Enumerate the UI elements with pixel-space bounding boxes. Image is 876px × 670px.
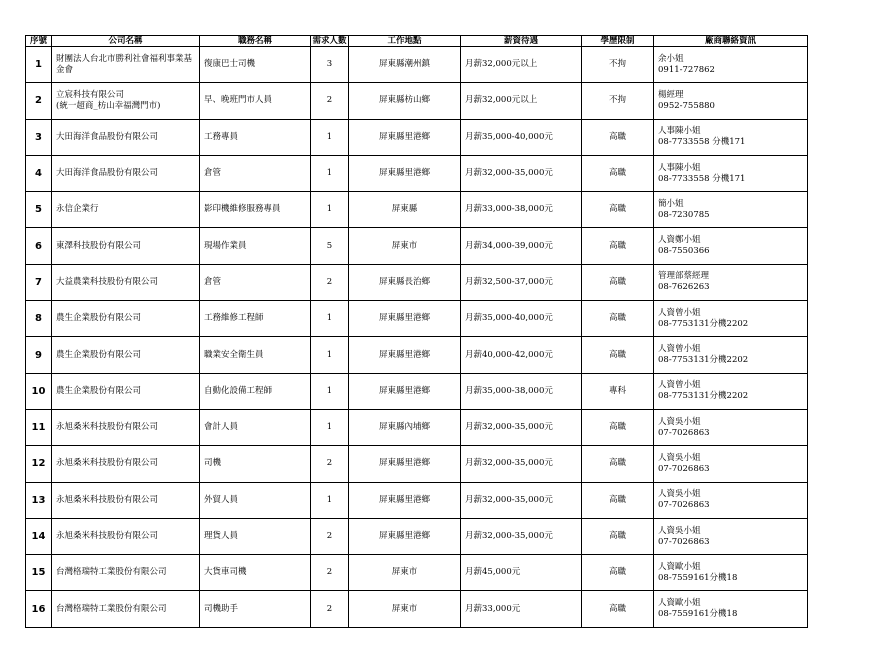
cell-contact-line: 簡小姐 bbox=[658, 198, 684, 209]
cell-company-line: 東澤科技股份有限公司 bbox=[56, 240, 142, 251]
table-row bbox=[26, 47, 808, 83]
cell-salary: 月薪33,000元 bbox=[461, 591, 582, 627]
cell-seq: 8 bbox=[26, 301, 52, 337]
cell-contact bbox=[654, 83, 808, 119]
table-row bbox=[26, 373, 808, 409]
cell-contact bbox=[654, 264, 808, 300]
cell-title: 職業安全衛生員 bbox=[200, 337, 311, 373]
cell-title: 現場作業員 bbox=[200, 228, 311, 264]
cell-education: 高職 bbox=[582, 301, 654, 337]
cell-company bbox=[52, 446, 200, 482]
cell-title: 倉管 bbox=[200, 264, 311, 300]
cell-contact-line: 人事陳小姐 bbox=[658, 126, 701, 137]
cell-title: 司機 bbox=[200, 446, 311, 482]
header-contact: 廠商聯絡資訊 bbox=[654, 36, 808, 47]
cell-contact-line: 07-7026863 bbox=[658, 463, 710, 474]
cell-seq: 13 bbox=[26, 482, 52, 518]
cell-contact bbox=[654, 446, 808, 482]
cell-company-line: 大田海洋食品股份有限公司 bbox=[56, 131, 159, 142]
cell-count: 1 bbox=[311, 409, 349, 445]
cell-contact bbox=[654, 337, 808, 373]
cell-contact-line: 08-7753131分機2202 bbox=[658, 355, 749, 366]
table-row bbox=[26, 555, 808, 591]
job-listing-sheet bbox=[25, 35, 807, 628]
cell-count: 5 bbox=[311, 228, 349, 264]
cell-contact bbox=[654, 373, 808, 409]
cell-seq: 10 bbox=[26, 373, 52, 409]
header-seq: 序號 bbox=[26, 36, 52, 47]
header-company: 公司名稱 bbox=[52, 36, 200, 47]
cell-contact-line: 人資鄭小姐 bbox=[658, 235, 701, 246]
cell-contact bbox=[654, 518, 808, 554]
cell-contact-line: 人資吳小姐 bbox=[658, 452, 701, 463]
cell-title: 早、晚班門市人員 bbox=[200, 83, 311, 119]
cell-count: 2 bbox=[311, 446, 349, 482]
cell-company bbox=[52, 192, 200, 228]
cell-company-line: (統一超商_枋山幸福灣門市) bbox=[56, 100, 161, 111]
cell-company bbox=[52, 264, 200, 300]
cell-contact-line: 07-7026863 bbox=[658, 500, 710, 511]
table-row bbox=[26, 301, 808, 337]
cell-location: 屏東縣里港鄉 bbox=[349, 119, 461, 155]
cell-seq: 5 bbox=[26, 192, 52, 228]
cell-salary: 月薪35,000-40,000元 bbox=[461, 119, 582, 155]
cell-education: 高職 bbox=[582, 228, 654, 264]
cell-location: 屏東縣潮州鎮 bbox=[349, 47, 461, 83]
cell-contact bbox=[654, 482, 808, 518]
cell-seq: 9 bbox=[26, 337, 52, 373]
cell-contact-line: 08-7753131分機2202 bbox=[658, 318, 749, 329]
cell-contact-line: 08-7559161分機18 bbox=[658, 609, 738, 620]
cell-seq: 2 bbox=[26, 83, 52, 119]
cell-title: 會計人員 bbox=[200, 409, 311, 445]
cell-count: 1 bbox=[311, 119, 349, 155]
cell-location: 屏東市 bbox=[349, 591, 461, 627]
cell-location: 屏東縣枋山鄉 bbox=[349, 83, 461, 119]
cell-count: 1 bbox=[311, 337, 349, 373]
cell-company bbox=[52, 301, 200, 337]
cell-salary: 月薪32,000-35,000元 bbox=[461, 409, 582, 445]
cell-company-line: 大田海洋食品股份有限公司 bbox=[56, 168, 159, 179]
cell-salary: 月薪35,000-38,000元 bbox=[461, 373, 582, 409]
cell-education: 專科 bbox=[582, 373, 654, 409]
cell-seq: 14 bbox=[26, 518, 52, 554]
cell-title: 司機助手 bbox=[200, 591, 311, 627]
cell-salary: 月薪32,000-35,000元 bbox=[461, 482, 582, 518]
cell-contact-line: 余小姐 bbox=[658, 53, 684, 64]
cell-company-line: 台灣格瑞特工業股份有限公司 bbox=[56, 603, 167, 614]
cell-contact-line: 人資曾小姐 bbox=[658, 307, 701, 318]
cell-location: 屏東縣里港鄉 bbox=[349, 373, 461, 409]
cell-education: 高職 bbox=[582, 264, 654, 300]
cell-count: 2 bbox=[311, 264, 349, 300]
table-row bbox=[26, 482, 808, 518]
cell-education: 不拘 bbox=[582, 83, 654, 119]
cell-title: 倉管 bbox=[200, 155, 311, 191]
cell-contact bbox=[654, 192, 808, 228]
cell-company bbox=[52, 482, 200, 518]
cell-education: 高職 bbox=[582, 192, 654, 228]
cell-contact-line: 07-7026863 bbox=[658, 427, 710, 438]
cell-title: 外貿人員 bbox=[200, 482, 311, 518]
cell-company-line: 大益農業科技股份有限公司 bbox=[56, 276, 159, 287]
cell-seq: 7 bbox=[26, 264, 52, 300]
cell-contact bbox=[654, 591, 808, 627]
cell-contact bbox=[654, 301, 808, 337]
cell-company bbox=[52, 47, 200, 83]
cell-title: 復康巴士司機 bbox=[200, 47, 311, 83]
cell-salary: 月薪45,000元 bbox=[461, 555, 582, 591]
header-title: 職務名稱 bbox=[200, 36, 311, 47]
cell-company bbox=[52, 119, 200, 155]
cell-contact-line: 人資曾小姐 bbox=[658, 380, 701, 391]
table-body bbox=[26, 47, 808, 628]
cell-company bbox=[52, 337, 200, 373]
cell-location: 屏東縣內埔鄉 bbox=[349, 409, 461, 445]
cell-location: 屏東縣里港鄉 bbox=[349, 518, 461, 554]
cell-education: 高職 bbox=[582, 518, 654, 554]
cell-count: 2 bbox=[311, 591, 349, 627]
table-row bbox=[26, 228, 808, 264]
cell-contact-line: 人事陳小姐 bbox=[658, 162, 701, 173]
cell-seq: 12 bbox=[26, 446, 52, 482]
cell-location: 屏東縣里港鄉 bbox=[349, 301, 461, 337]
cell-contact bbox=[654, 119, 808, 155]
cell-salary: 月薪32,500-37,000元 bbox=[461, 264, 582, 300]
cell-education: 高職 bbox=[582, 446, 654, 482]
cell-location: 屏東縣里港鄉 bbox=[349, 155, 461, 191]
cell-company bbox=[52, 409, 200, 445]
cell-education: 高職 bbox=[582, 337, 654, 373]
cell-location: 屏東縣 bbox=[349, 192, 461, 228]
cell-count: 1 bbox=[311, 155, 349, 191]
cell-salary: 月薪40,000-42,000元 bbox=[461, 337, 582, 373]
cell-title: 理貨人員 bbox=[200, 518, 311, 554]
header-count: 需求人數 bbox=[312, 35, 347, 46]
cell-contact-line: 08-7753131分機2202 bbox=[658, 391, 749, 402]
table-row bbox=[26, 518, 808, 554]
cell-count: 3 bbox=[311, 47, 349, 83]
cell-contact-line: 08-7559161分機18 bbox=[658, 572, 738, 583]
cell-company-line: 農生企業股份有限公司 bbox=[56, 385, 142, 396]
cell-company-line: 金會 bbox=[56, 64, 74, 75]
cell-company-line: 財團法人台北市勝利社會福利事業基 bbox=[56, 53, 193, 64]
cell-count: 1 bbox=[311, 373, 349, 409]
cell-count: 2 bbox=[311, 518, 349, 554]
cell-seq: 4 bbox=[26, 155, 52, 191]
cell-salary: 月薪35,000-40,000元 bbox=[461, 301, 582, 337]
cell-seq: 6 bbox=[26, 228, 52, 264]
cell-education: 高職 bbox=[582, 155, 654, 191]
cell-salary: 月薪33,000-38,000元 bbox=[461, 192, 582, 228]
cell-salary: 月薪32,000-35,000元 bbox=[461, 518, 582, 554]
cell-company bbox=[52, 83, 200, 119]
cell-company bbox=[52, 555, 200, 591]
cell-contact-line: 楊經理 bbox=[658, 89, 684, 100]
cell-company-line: 永旭桑米科技股份有限公司 bbox=[56, 531, 159, 541]
cell-contact-line: 08-7550366 bbox=[658, 246, 710, 257]
table-row bbox=[26, 192, 808, 228]
cell-contact-line: 07-7026863 bbox=[658, 536, 710, 547]
cell-contact-line: 08-7733558 分機171 bbox=[658, 173, 746, 184]
cell-count: 1 bbox=[311, 301, 349, 337]
cell-contact-line: 08-7626263 bbox=[658, 282, 710, 293]
cell-contact bbox=[654, 228, 808, 264]
cell-company bbox=[52, 155, 200, 191]
cell-location: 屏東市 bbox=[349, 228, 461, 264]
cell-contact-line: 人資吳小姐 bbox=[658, 525, 701, 536]
table-row bbox=[26, 155, 808, 191]
cell-seq: 15 bbox=[26, 555, 52, 591]
cell-company-line: 農生企業股份有限公司 bbox=[56, 313, 142, 324]
cell-education: 不拘 bbox=[582, 47, 654, 83]
cell-education: 高職 bbox=[582, 482, 654, 518]
cell-title: 工務專員 bbox=[200, 119, 311, 155]
cell-contact-line: 人資歐小姐 bbox=[658, 598, 701, 609]
cell-count: 2 bbox=[311, 555, 349, 591]
cell-contact-line: 0952-755880 bbox=[658, 100, 715, 111]
cell-education: 高職 bbox=[582, 119, 654, 155]
cell-salary: 月薪32,000元以上 bbox=[461, 47, 582, 83]
cell-count: 2 bbox=[311, 83, 349, 119]
cell-company-line: 農生企業股份有限公司 bbox=[56, 349, 142, 360]
cell-contact bbox=[654, 47, 808, 83]
cell-company-line: 永旭桑米科技股份有限公司 bbox=[56, 458, 159, 469]
cell-contact-line: 管理部蔡經理 bbox=[658, 271, 710, 282]
cell-title: 自動化設備工程師 bbox=[200, 373, 311, 409]
cell-title: 影印機維修服務專員 bbox=[200, 192, 311, 228]
cell-location: 屏東縣里港鄉 bbox=[349, 482, 461, 518]
table-row bbox=[26, 83, 808, 119]
header-salary: 薪資待遇 bbox=[461, 36, 582, 47]
cell-contact-line: 0911-727862 bbox=[658, 64, 715, 75]
cell-education: 高職 bbox=[582, 409, 654, 445]
cell-salary: 月薪32,000-35,000元 bbox=[461, 446, 582, 482]
cell-contact-line: 08-7733558 分機171 bbox=[658, 137, 746, 148]
cell-location: 屏東縣里港鄉 bbox=[349, 446, 461, 482]
header-location: 工作地點 bbox=[349, 36, 461, 47]
cell-company-line: 永信企業行 bbox=[56, 204, 99, 215]
cell-company-line: 永旭桑米科技股份有限公司 bbox=[56, 494, 159, 505]
cell-company bbox=[52, 228, 200, 264]
header-education: 學歷限制 bbox=[582, 36, 654, 47]
table-row bbox=[26, 446, 808, 482]
cell-seq: 1 bbox=[26, 47, 52, 83]
cell-company bbox=[52, 518, 200, 554]
cell-location: 屏東縣長治鄉 bbox=[349, 264, 461, 300]
cell-education: 高職 bbox=[582, 555, 654, 591]
cell-salary: 月薪32,000-35,000元 bbox=[461, 155, 582, 191]
cell-seq: 3 bbox=[26, 119, 52, 155]
cell-company-line: 立宸科技有限公司 bbox=[56, 89, 125, 100]
cell-location: 屏東市 bbox=[349, 555, 461, 591]
cell-contact-line: 人資曾小姐 bbox=[658, 344, 701, 355]
cell-count: 1 bbox=[311, 482, 349, 518]
cell-salary: 月薪32,000元以上 bbox=[461, 83, 582, 119]
cell-contact bbox=[654, 155, 808, 191]
cell-contact-line: 人資歐小姐 bbox=[658, 561, 701, 572]
cell-title: 工務維修工程師 bbox=[200, 301, 311, 337]
cell-education: 高職 bbox=[582, 591, 654, 627]
cell-seq: 16 bbox=[26, 591, 52, 627]
cell-company-line: 台灣格瑞特工業股份有限公司 bbox=[56, 567, 167, 578]
cell-salary: 月薪34,000-39,000元 bbox=[461, 228, 582, 264]
table-row bbox=[26, 409, 808, 445]
job-listing-table bbox=[25, 35, 808, 628]
cell-contact-line: 人資吳小姐 bbox=[658, 416, 701, 427]
cell-contact-line: 08-7230785 bbox=[658, 209, 710, 220]
cell-location: 屏東縣里港鄉 bbox=[349, 337, 461, 373]
cell-contact bbox=[654, 409, 808, 445]
table-row bbox=[26, 591, 808, 627]
table-header-row bbox=[26, 36, 808, 47]
table-row bbox=[26, 119, 808, 155]
table-row bbox=[26, 337, 808, 373]
cell-company bbox=[52, 591, 200, 627]
cell-title: 大貨車司機 bbox=[200, 555, 311, 591]
cell-company bbox=[52, 373, 200, 409]
cell-company-line: 永旭桑米科技股份有限公司 bbox=[56, 422, 159, 433]
cell-contact-line: 人資吳小姐 bbox=[658, 489, 701, 500]
cell-contact bbox=[654, 555, 808, 591]
cell-seq: 11 bbox=[26, 409, 52, 445]
cell-count: 1 bbox=[311, 192, 349, 228]
table-row bbox=[26, 264, 808, 300]
